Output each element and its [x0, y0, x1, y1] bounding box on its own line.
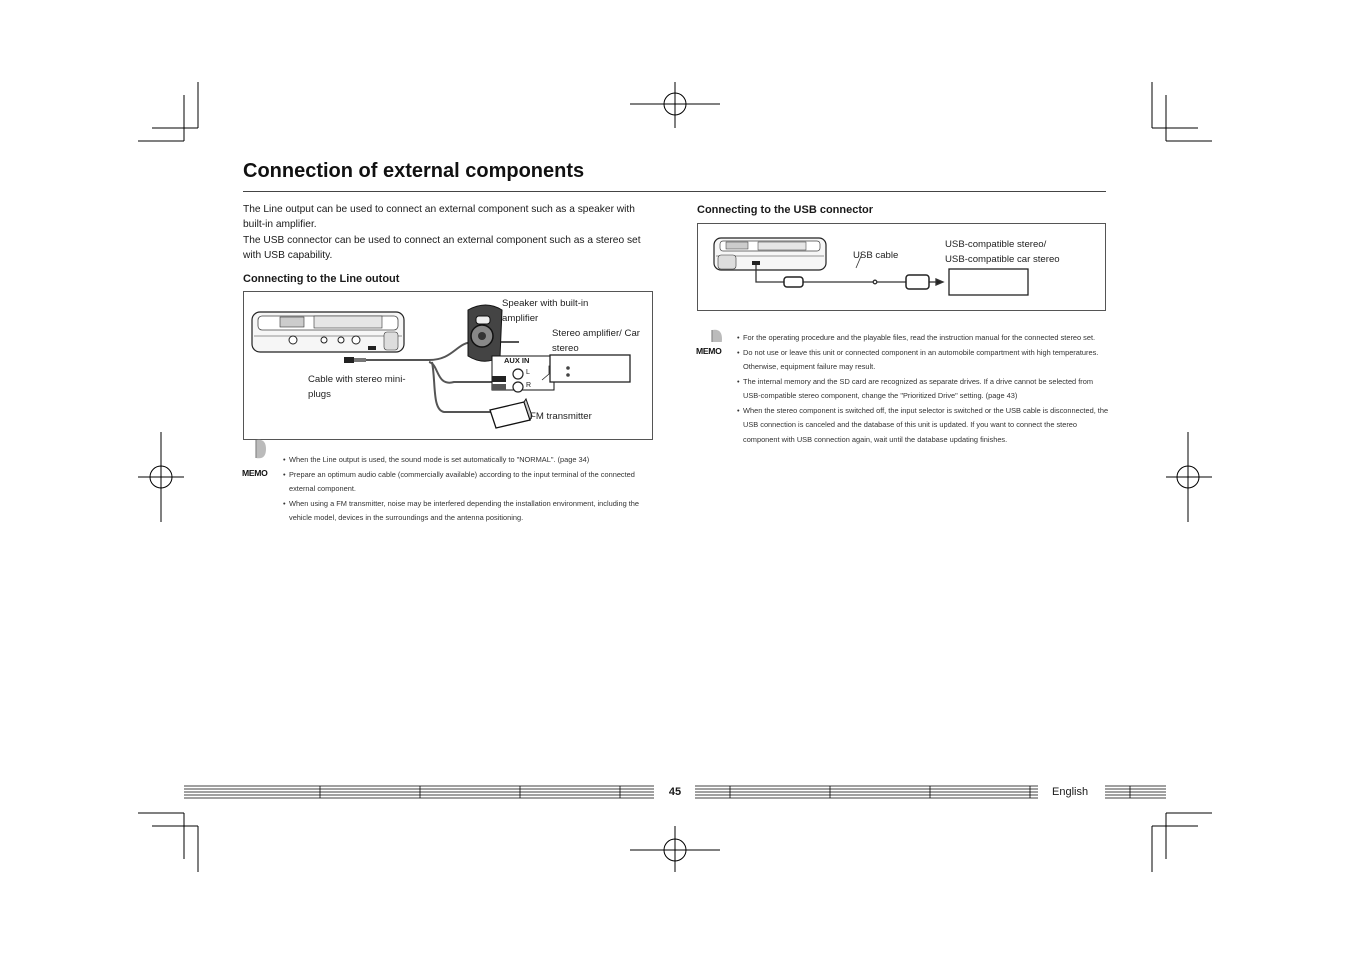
usb-stereo-box	[949, 269, 1028, 295]
stereo-amplifier-label: Stereo amplifier/ Car stereo	[552, 328, 640, 354]
aux-l-label: L	[526, 369, 530, 376]
memo-item: • Do not use or leave this unit or connected component in an automobile compartment with high temperatures. Otherwise, equipment failure may result.	[737, 346, 1109, 375]
intro-paragraph: The Line output can be used to connect an external component such as a speaker with built-in amplifier.	[243, 204, 635, 231]
memo-item: • For the operating procedure and the playable files, read the instruction manual for the connected stereo set.	[737, 331, 1109, 346]
page-number: 45	[668, 786, 682, 798]
line-output-heading: Connecting to the Line outout	[243, 273, 400, 285]
usb-plug-icon	[906, 275, 929, 289]
memo-item: • When the stereo component is switched off, the input selector is switched or the USB cable is disconnected, the USB connection is canceled and the database of this unit is updated. If you want to connect the stereo component with USB connection again, wait until the database updating finishes.	[737, 404, 1109, 448]
usb-diagram	[697, 223, 1106, 311]
usb-plug-icon	[784, 277, 803, 287]
player-unit-icon	[714, 238, 826, 270]
line-output-diagram	[243, 291, 653, 440]
memo-icon	[242, 434, 276, 478]
usb-heading: Connecting to the USB connector	[697, 204, 873, 216]
line-output-memo-list	[283, 453, 657, 526]
memo-label: MEMO	[242, 468, 268, 478]
title-rule	[243, 191, 1106, 192]
plug-icon	[344, 357, 366, 363]
memo-item: • The internal memory and the SD card are recognized as separate drives. If a drive cannot be selected from USB-compatible stereo component, change the "Prioritized Drive" setting. (page 43)	[737, 375, 1109, 404]
fm-transmitter-label: FM transmitter	[530, 411, 592, 422]
memo-item: • When the Line output is used, the sound mode is set automatically to "NORMAL". (page 34)	[283, 453, 657, 468]
speaker-icon	[468, 305, 502, 361]
memo-label: MEMO	[696, 346, 722, 356]
stereo-amplifier-box	[550, 355, 630, 382]
aux-r-label: R	[526, 382, 532, 389]
fm-transmitter-icon	[490, 399, 532, 428]
aux-in-label: AUX IN	[504, 356, 530, 365]
memo-item: • Prepare an optimum audio cable (commercially available) according to the input terminal of the connected external component.	[283, 468, 657, 497]
language-label: English	[1052, 786, 1089, 798]
intro-paragraph: The USB connector can be used to connect an external component such as a stereo set with USB capability.	[243, 234, 641, 261]
page-title: Connection of external components	[243, 160, 585, 182]
player-unit-icon	[252, 312, 404, 352]
usb-memo-list	[737, 331, 1109, 447]
memo-item: • When using a FM transmitter, noise may be interfered depending the installation environment, including the vehicle model, devices in the surroundings and the antenna positioning.	[283, 497, 657, 526]
intro-text	[243, 202, 655, 263]
memo-icon	[696, 312, 730, 356]
cable-label: Cable with stereo mini-plugs	[308, 374, 406, 400]
speaker-label: Speaker with built-in amplifier	[502, 298, 589, 324]
usb-stereo-label: USB-compatible stereo/ USB-compatible car stereo	[945, 239, 1060, 265]
usb-cable-label: USB cable	[853, 250, 899, 261]
